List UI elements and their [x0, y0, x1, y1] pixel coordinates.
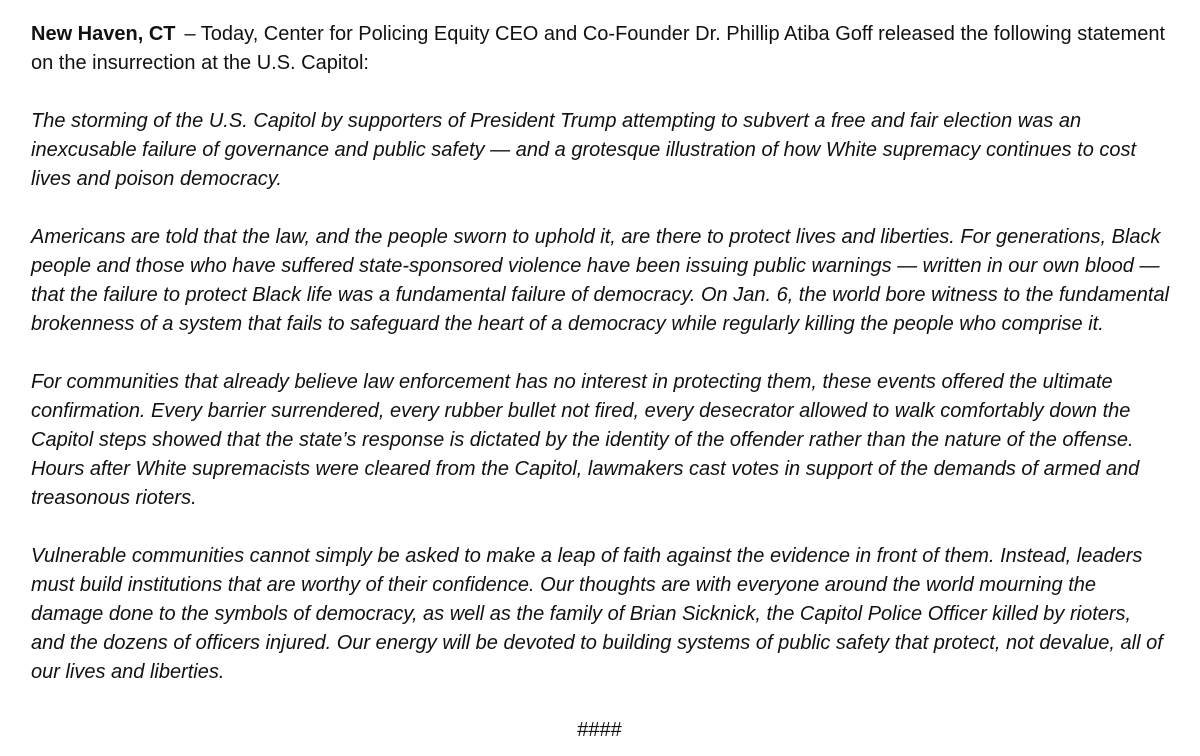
statement-paragraph-3: For communities that already believe law enforcement has no interest in protecting them, these events offered the ultimate confirmation. Every barrier surrendered, every rubber bullet not fired, every desecrator allowed to walk comfortably down the Capitol steps showed that the state’s response is dictated by the identity of the offender rather than the nature of the offense. Hours after White supremacists were cleared from the Capitol, lawmakers cast votes in support of the demands of armed and treasonous rioters.: [31, 371, 1140, 509]
end-mark: ####: [577, 719, 622, 741]
statement-paragraph-2: Americans are told that the law, and the people sworn to uphold it, are there to protect lives and liberties. For generations, Black people and those who have suffered state-sponsored violence have been issuing public warnings — written in our own blood — that the failure to protect Black life was a fundamental failure of democracy. On Jan. 6, the world bore witness to the fundamental brokenness of a system that fails to safeguard the heart of a democracy while regularly killing the people who comprise it.: [31, 226, 1170, 335]
dateline: New Haven, CT: [31, 23, 176, 45]
statement-paragraph-1: The storming of the U.S. Capitol by supporters of President Trump attempting to subvert a free and fair election was an inexcusable failure of governance and public safety — and a grotesque illustration of how White supremacy continues to cost lives and poison democracy.: [31, 110, 1137, 190]
lead-paragraph: [31, 20, 1170, 78]
statement-paragraph-4: Vulnerable communities cannot simply be asked to make a leap of faith against the evidence in front of them. Instead, leaders must build institutions that are worthy of their confidence. Our thoughts are with everyone around the world mourning the damage done to the symbols of democracy, as well as the family of Brian Sicknick, the Capitol Police Officer killed by rioters, and the dozens of officers injured. Our energy will be devoted to building systems of public safety that protect, not devalue, all of our lives and liberties.: [31, 545, 1163, 683]
lead-text: – Today, Center for Policing Equity CEO and Co-Founder Dr. Phillip Atiba Goff released the following statement on the insurrection at the U.S. Capitol:: [31, 23, 1166, 74]
